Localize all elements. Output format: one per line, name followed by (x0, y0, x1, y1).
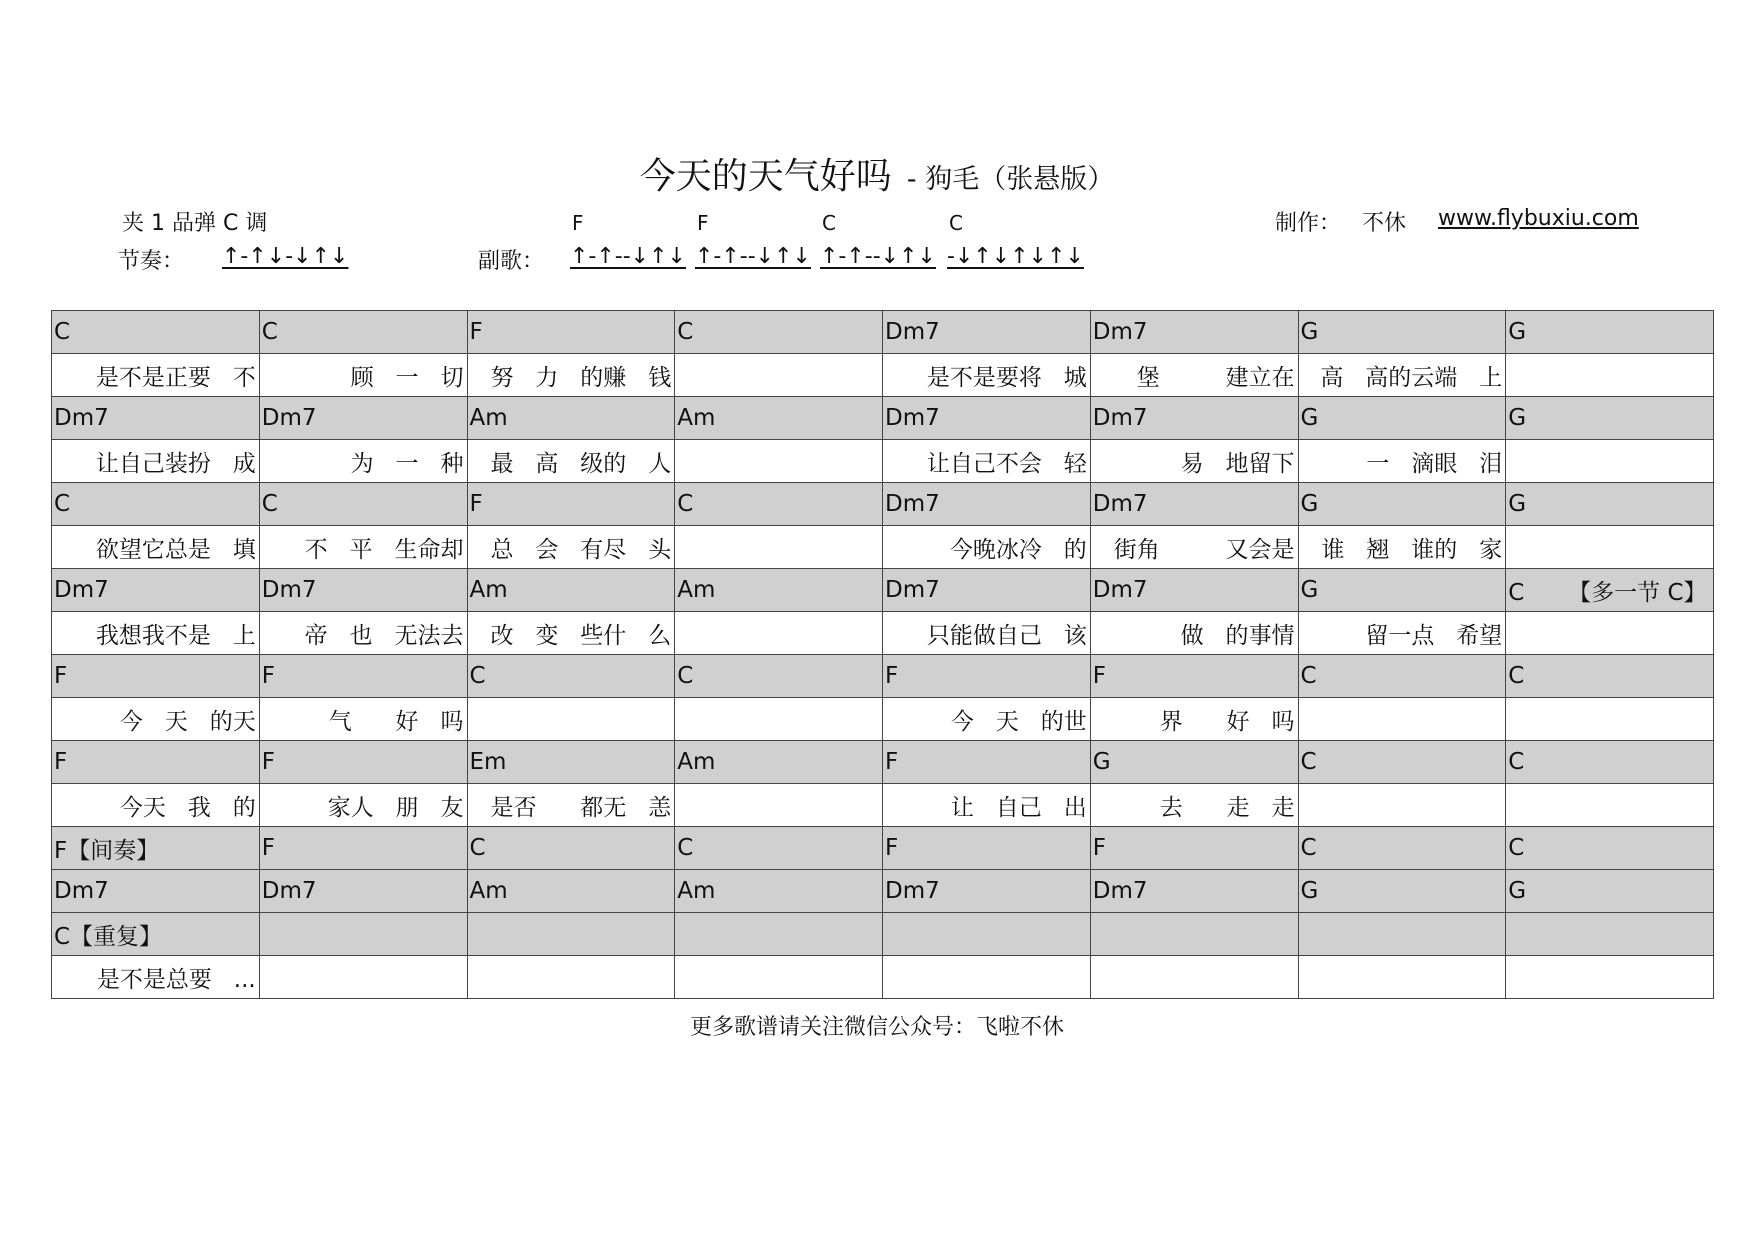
lyric-cell: 最 高 级的 人 (467, 440, 675, 483)
chord-row (52, 913, 1714, 956)
chorus-chord: C (822, 211, 836, 235)
lyric-cell: 界 好 吗 (1090, 698, 1298, 741)
chord-row (52, 483, 1714, 526)
chord-cell: F (52, 655, 260, 698)
chord-row (52, 870, 1714, 913)
chord-cell: Dm7 (259, 870, 467, 913)
chord-cell: C (467, 655, 675, 698)
lyric-cell: 为 一 种 (259, 440, 467, 483)
lyric-row (52, 440, 1714, 483)
lyric-cell: 今天 我 的 (52, 784, 260, 827)
chord-cell: G (1506, 397, 1714, 440)
chord-row (52, 827, 1714, 870)
lyric-cell (1090, 956, 1298, 999)
chord-cell (883, 913, 1091, 956)
chord-cell: Dm7 (1090, 870, 1298, 913)
chord-cell: Am (675, 741, 883, 784)
website-link[interactable]: www.flybuxiu.com (1438, 206, 1639, 231)
chorus-pattern: ↑-↑--↓↑↓ (820, 244, 936, 269)
chord-cell: Dm7 (883, 870, 1091, 913)
lyric-cell: 让自己装扮 成 (52, 440, 260, 483)
chord-cell: C (52, 483, 260, 526)
chord-cell (1090, 913, 1298, 956)
footer-note: 更多歌谱请关注微信公众号：飞啦不休 (689, 1015, 1064, 1040)
chorus-pattern: ↑-↑--↓↑↓ (570, 244, 686, 269)
lyric-cell: 让 自己 出 (883, 784, 1091, 827)
lyric-cell: 让自己不会 轻 (883, 440, 1091, 483)
chord-cell: Dm7 (1090, 397, 1298, 440)
chord-cell: C (675, 483, 883, 526)
chord-cell: C (675, 827, 883, 870)
chord-cell: C (259, 483, 467, 526)
chord-cell: F (52, 741, 260, 784)
lyric-cell (1506, 526, 1714, 569)
chord-sheet (51, 310, 1714, 999)
lyric-cell (675, 354, 883, 397)
chorus-chord: F (697, 211, 709, 235)
chord-cell (1506, 913, 1714, 956)
lyric-cell: 谁 翘 谁的 家 (1298, 526, 1506, 569)
lyric-cell: 今晚冰冷 的 (883, 526, 1091, 569)
lyric-row (52, 354, 1714, 397)
lyric-cell (467, 698, 675, 741)
chord-cell: G (1090, 741, 1298, 784)
chord-cell: G (1506, 483, 1714, 526)
chord-cell: G (1298, 397, 1506, 440)
chord-cell: C (1506, 655, 1714, 698)
lyric-cell: 做 的事情 (1090, 612, 1298, 655)
chord-cell: Dm7 (52, 397, 260, 440)
lyric-row (52, 526, 1714, 569)
chorus-label: 副歌： (478, 249, 545, 274)
lyric-cell (675, 698, 883, 741)
chord-cell (675, 913, 883, 956)
lyric-cell (1298, 956, 1506, 999)
lyric-cell: 家人 朋 友 (259, 784, 467, 827)
chord-cell: Am (675, 569, 883, 612)
lyric-cell (675, 440, 883, 483)
lyric-cell: 高 高的云端 上 (1298, 354, 1506, 397)
chord-cell: Dm7 (52, 870, 260, 913)
chord-cell: G (1506, 870, 1714, 913)
song-title-line (0, 148, 1754, 199)
lyric-cell: 是不是要将 城 (883, 354, 1091, 397)
chord-cell: C (1298, 741, 1506, 784)
chord-row (52, 741, 1714, 784)
chord-cell: Dm7 (883, 483, 1091, 526)
lyric-cell (1506, 784, 1714, 827)
chord-cell: C (1298, 655, 1506, 698)
chord-cell: Dm7 (883, 569, 1091, 612)
chord-cell: C (52, 311, 260, 354)
chorus-pattern: ↑-↑--↓↑↓ (695, 244, 811, 269)
chord-cell: Am (467, 397, 675, 440)
chord-cell: C (1506, 827, 1714, 870)
chord-cell: Dm7 (259, 397, 467, 440)
chord-row (52, 311, 1714, 354)
chord-cell: F (1090, 655, 1298, 698)
lyric-cell: 只能做自己 该 (883, 612, 1091, 655)
chord-cell: G (1298, 483, 1506, 526)
lyric-cell: 街角 又会是 (1090, 526, 1298, 569)
lyric-cell: 气 好 吗 (259, 698, 467, 741)
lyric-cell: 今 天 的天 (52, 698, 260, 741)
chord-cell: F (883, 741, 1091, 784)
lyric-cell (1298, 784, 1506, 827)
chord-cell: F (883, 827, 1091, 870)
chord-cell (259, 913, 467, 956)
lyric-cell: 一 滴眼 泪 (1298, 440, 1506, 483)
lyric-cell: 欲望它总是 填 (52, 526, 260, 569)
chord-cell: Am (467, 569, 675, 612)
chord-cell (467, 913, 675, 956)
chord-cell: Dm7 (1090, 311, 1298, 354)
lyric-row (52, 956, 1714, 999)
chord-cell: Dm7 (883, 311, 1091, 354)
lyric-cell: 顾 一 切 (259, 354, 467, 397)
chord-cell: Dm7 (52, 569, 260, 612)
lyric-cell (1506, 354, 1714, 397)
lyric-cell (1506, 440, 1714, 483)
lyric-cell: 总 会 有尽 头 (467, 526, 675, 569)
chord-cell: Em (467, 741, 675, 784)
chorus-pattern: -↓↑↓↑↓↑↓ (947, 244, 1084, 269)
lyric-row (52, 784, 1714, 827)
credit-label: 制作： (1275, 211, 1342, 236)
chord-cell: C 【多一节 C】 (1506, 569, 1714, 612)
rhythm-pattern: ↑-↑↓-↓↑↓ (222, 244, 349, 269)
chord-cell: G (1298, 311, 1506, 354)
lyric-cell (675, 612, 883, 655)
lyric-cell (1506, 956, 1714, 999)
chord-cell: F (259, 827, 467, 870)
chord-cell: C (467, 827, 675, 870)
lyric-cell: 不 平 生命却 (259, 526, 467, 569)
lyric-cell: 帝 也 无法去 (259, 612, 467, 655)
lyric-cell: 努 力 的赚 钱 (467, 354, 675, 397)
lyric-cell (1506, 698, 1714, 741)
lyric-cell (1506, 612, 1714, 655)
lyric-cell (675, 784, 883, 827)
lyric-cell: 堡 建立在 (1090, 354, 1298, 397)
lyric-row (52, 612, 1714, 655)
lyric-cell: 今 天 的世 (883, 698, 1091, 741)
credit-name: 不休 (1362, 211, 1407, 236)
chord-cell: Dm7 (883, 397, 1091, 440)
chord-cell: C (1506, 741, 1714, 784)
chord-cell: G (1298, 569, 1506, 612)
chord-cell: Dm7 (1090, 483, 1298, 526)
chorus-chord: C (949, 211, 963, 235)
chord-cell: F (259, 655, 467, 698)
lyric-cell: 去 走 走 (1090, 784, 1298, 827)
chord-cell: G (1506, 311, 1714, 354)
chord-cell: Am (467, 870, 675, 913)
lyric-cell (467, 956, 675, 999)
lyric-cell (1298, 698, 1506, 741)
chord-cell: F (1090, 827, 1298, 870)
chord-cell: C【重复】 (52, 913, 260, 956)
lyric-cell: 我想我不是 上 (52, 612, 260, 655)
song-title: 今天的天气好吗 (639, 156, 892, 197)
chord-cell: C (675, 655, 883, 698)
chord-cell: Dm7 (259, 569, 467, 612)
chord-cell: F【间奏】 (52, 827, 260, 870)
lyric-cell: 是不是总要 ... (52, 956, 260, 999)
song-artist: - 狗毛（张悬版） (906, 164, 1115, 195)
chord-cell: C (1298, 827, 1506, 870)
lyric-cell: 是否 都无 恙 (467, 784, 675, 827)
chorus-chord: F (572, 211, 584, 235)
chord-cell: F (467, 483, 675, 526)
chord-cell: F (883, 655, 1091, 698)
chord-row (52, 655, 1714, 698)
chord-cell: G (1298, 870, 1506, 913)
lyric-cell (883, 956, 1091, 999)
lyric-cell (675, 956, 883, 999)
lyric-cell: 改 变 些什 么 (467, 612, 675, 655)
lyric-cell: 是不是正要 不 (52, 354, 260, 397)
chord-cell: C (675, 311, 883, 354)
lyric-row (52, 698, 1714, 741)
lyric-cell (259, 956, 467, 999)
chord-cell: C (259, 311, 467, 354)
chord-row (52, 397, 1714, 440)
key-info: 夹 1 品弹 C 调 (122, 211, 268, 236)
rhythm-label: 节奏： (118, 249, 185, 274)
lyric-cell: 留一点 希望 (1298, 612, 1506, 655)
chord-cell: Dm7 (1090, 569, 1298, 612)
chord-cell: Am (675, 870, 883, 913)
chord-row (52, 569, 1714, 612)
chord-cell (1298, 913, 1506, 956)
lyric-cell (675, 526, 883, 569)
chord-cell: Am (675, 397, 883, 440)
chord-cell: F (259, 741, 467, 784)
lyric-cell: 易 地留下 (1090, 440, 1298, 483)
chord-cell: F (467, 311, 675, 354)
